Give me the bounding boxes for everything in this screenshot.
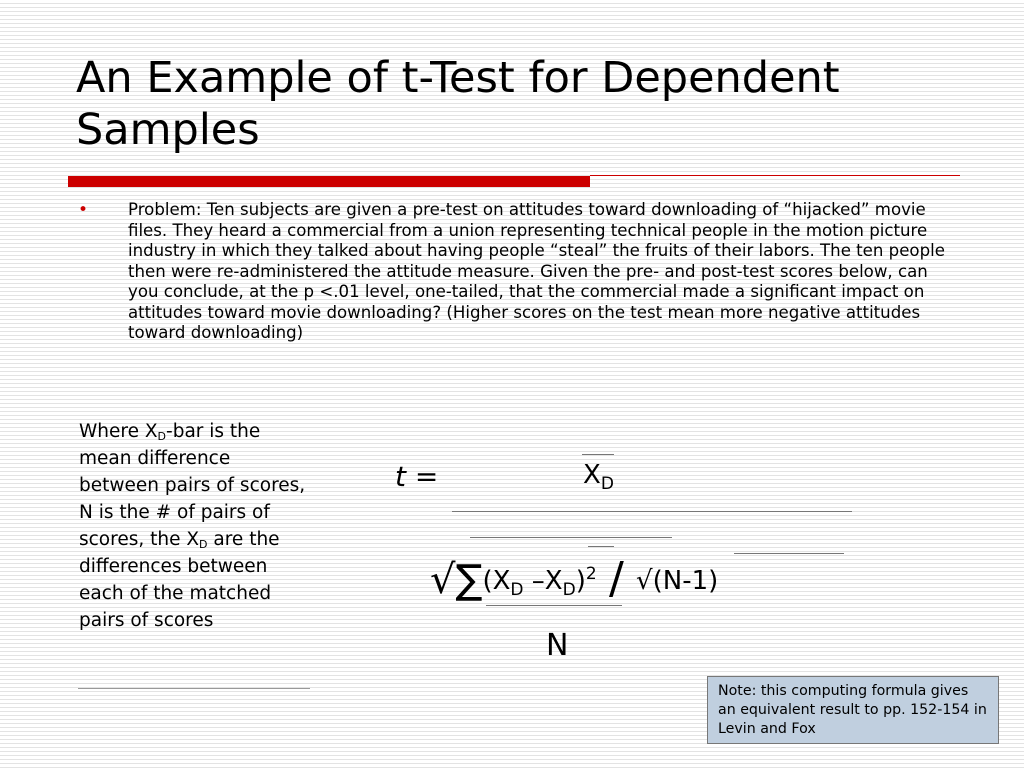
formula-denominator bbox=[430, 553, 718, 604]
problem-statement: Problem: Ten subjects are given a pre-test on attitudes toward downloading of “hijacked” movie files. They heard a commercial from a union representing technical people in the motion picture industry in which they talked about having people “steal” the fruits of their labors. The ten people then were re-administered the attitude measure. Given the pre- and post-test scores below, can you conclude, at the p <.01 level, one-tailed, that the commercial made a significant impact on attitudes toward movie downloading? (Higher scores on the test mean more negative attitudes toward downloading) bbox=[128, 200, 945, 342]
numerator-sub: D bbox=[600, 474, 614, 494]
formula-lhs bbox=[395, 460, 438, 493]
inner-fraction-bar bbox=[486, 605, 622, 606]
t-variable: t bbox=[395, 460, 406, 493]
sqrt2-symbol: √ bbox=[636, 566, 653, 596]
definition-subscript-1: D bbox=[157, 430, 167, 443]
definition-text-1: Where X bbox=[79, 421, 158, 442]
xd-bar-top bbox=[582, 454, 614, 455]
term-close: ) bbox=[575, 566, 586, 596]
fraction-bar bbox=[452, 511, 852, 512]
equals-sign: = bbox=[405, 460, 439, 493]
xd-bar-inner bbox=[588, 546, 614, 547]
term-minus: –X bbox=[523, 566, 563, 596]
formula-numerator bbox=[583, 460, 614, 494]
term-sub-2: D bbox=[562, 580, 576, 600]
definition-divider bbox=[78, 688, 310, 689]
term-sub-1: D bbox=[510, 580, 524, 600]
definition-text-2: -bar is the mean difference between pairs of scores, N is the # of pairs of scores, the X bbox=[79, 421, 306, 550]
variable-definition bbox=[79, 418, 309, 634]
definition-subscript-2: D bbox=[199, 538, 208, 551]
sqrt-symbol: √ bbox=[430, 557, 456, 603]
n-minus-one: (N-1) bbox=[652, 566, 719, 596]
numerator-x: X bbox=[583, 460, 601, 490]
term-square: 2 bbox=[585, 564, 597, 584]
sigma-symbol: ∑ bbox=[455, 557, 483, 603]
slide-title: An Example of t-Test for Dependent Samples bbox=[76, 53, 840, 155]
sqrt2-overline bbox=[734, 553, 844, 554]
term-open: (X bbox=[482, 566, 511, 596]
title-underline-thin bbox=[590, 175, 960, 176]
note-box: Note: this computing formula gives an equivalent result to pp. 152-154 in Levin and Fox bbox=[707, 676, 999, 744]
formula-n: N bbox=[546, 628, 569, 663]
definition-text-3: are the differences between each of the matched pairs of scores bbox=[79, 529, 280, 631]
division-slash: / bbox=[608, 553, 624, 604]
bullet-marker: • bbox=[78, 200, 89, 220]
sqrt-overline bbox=[470, 537, 672, 538]
title-underline-thick bbox=[68, 176, 590, 187]
